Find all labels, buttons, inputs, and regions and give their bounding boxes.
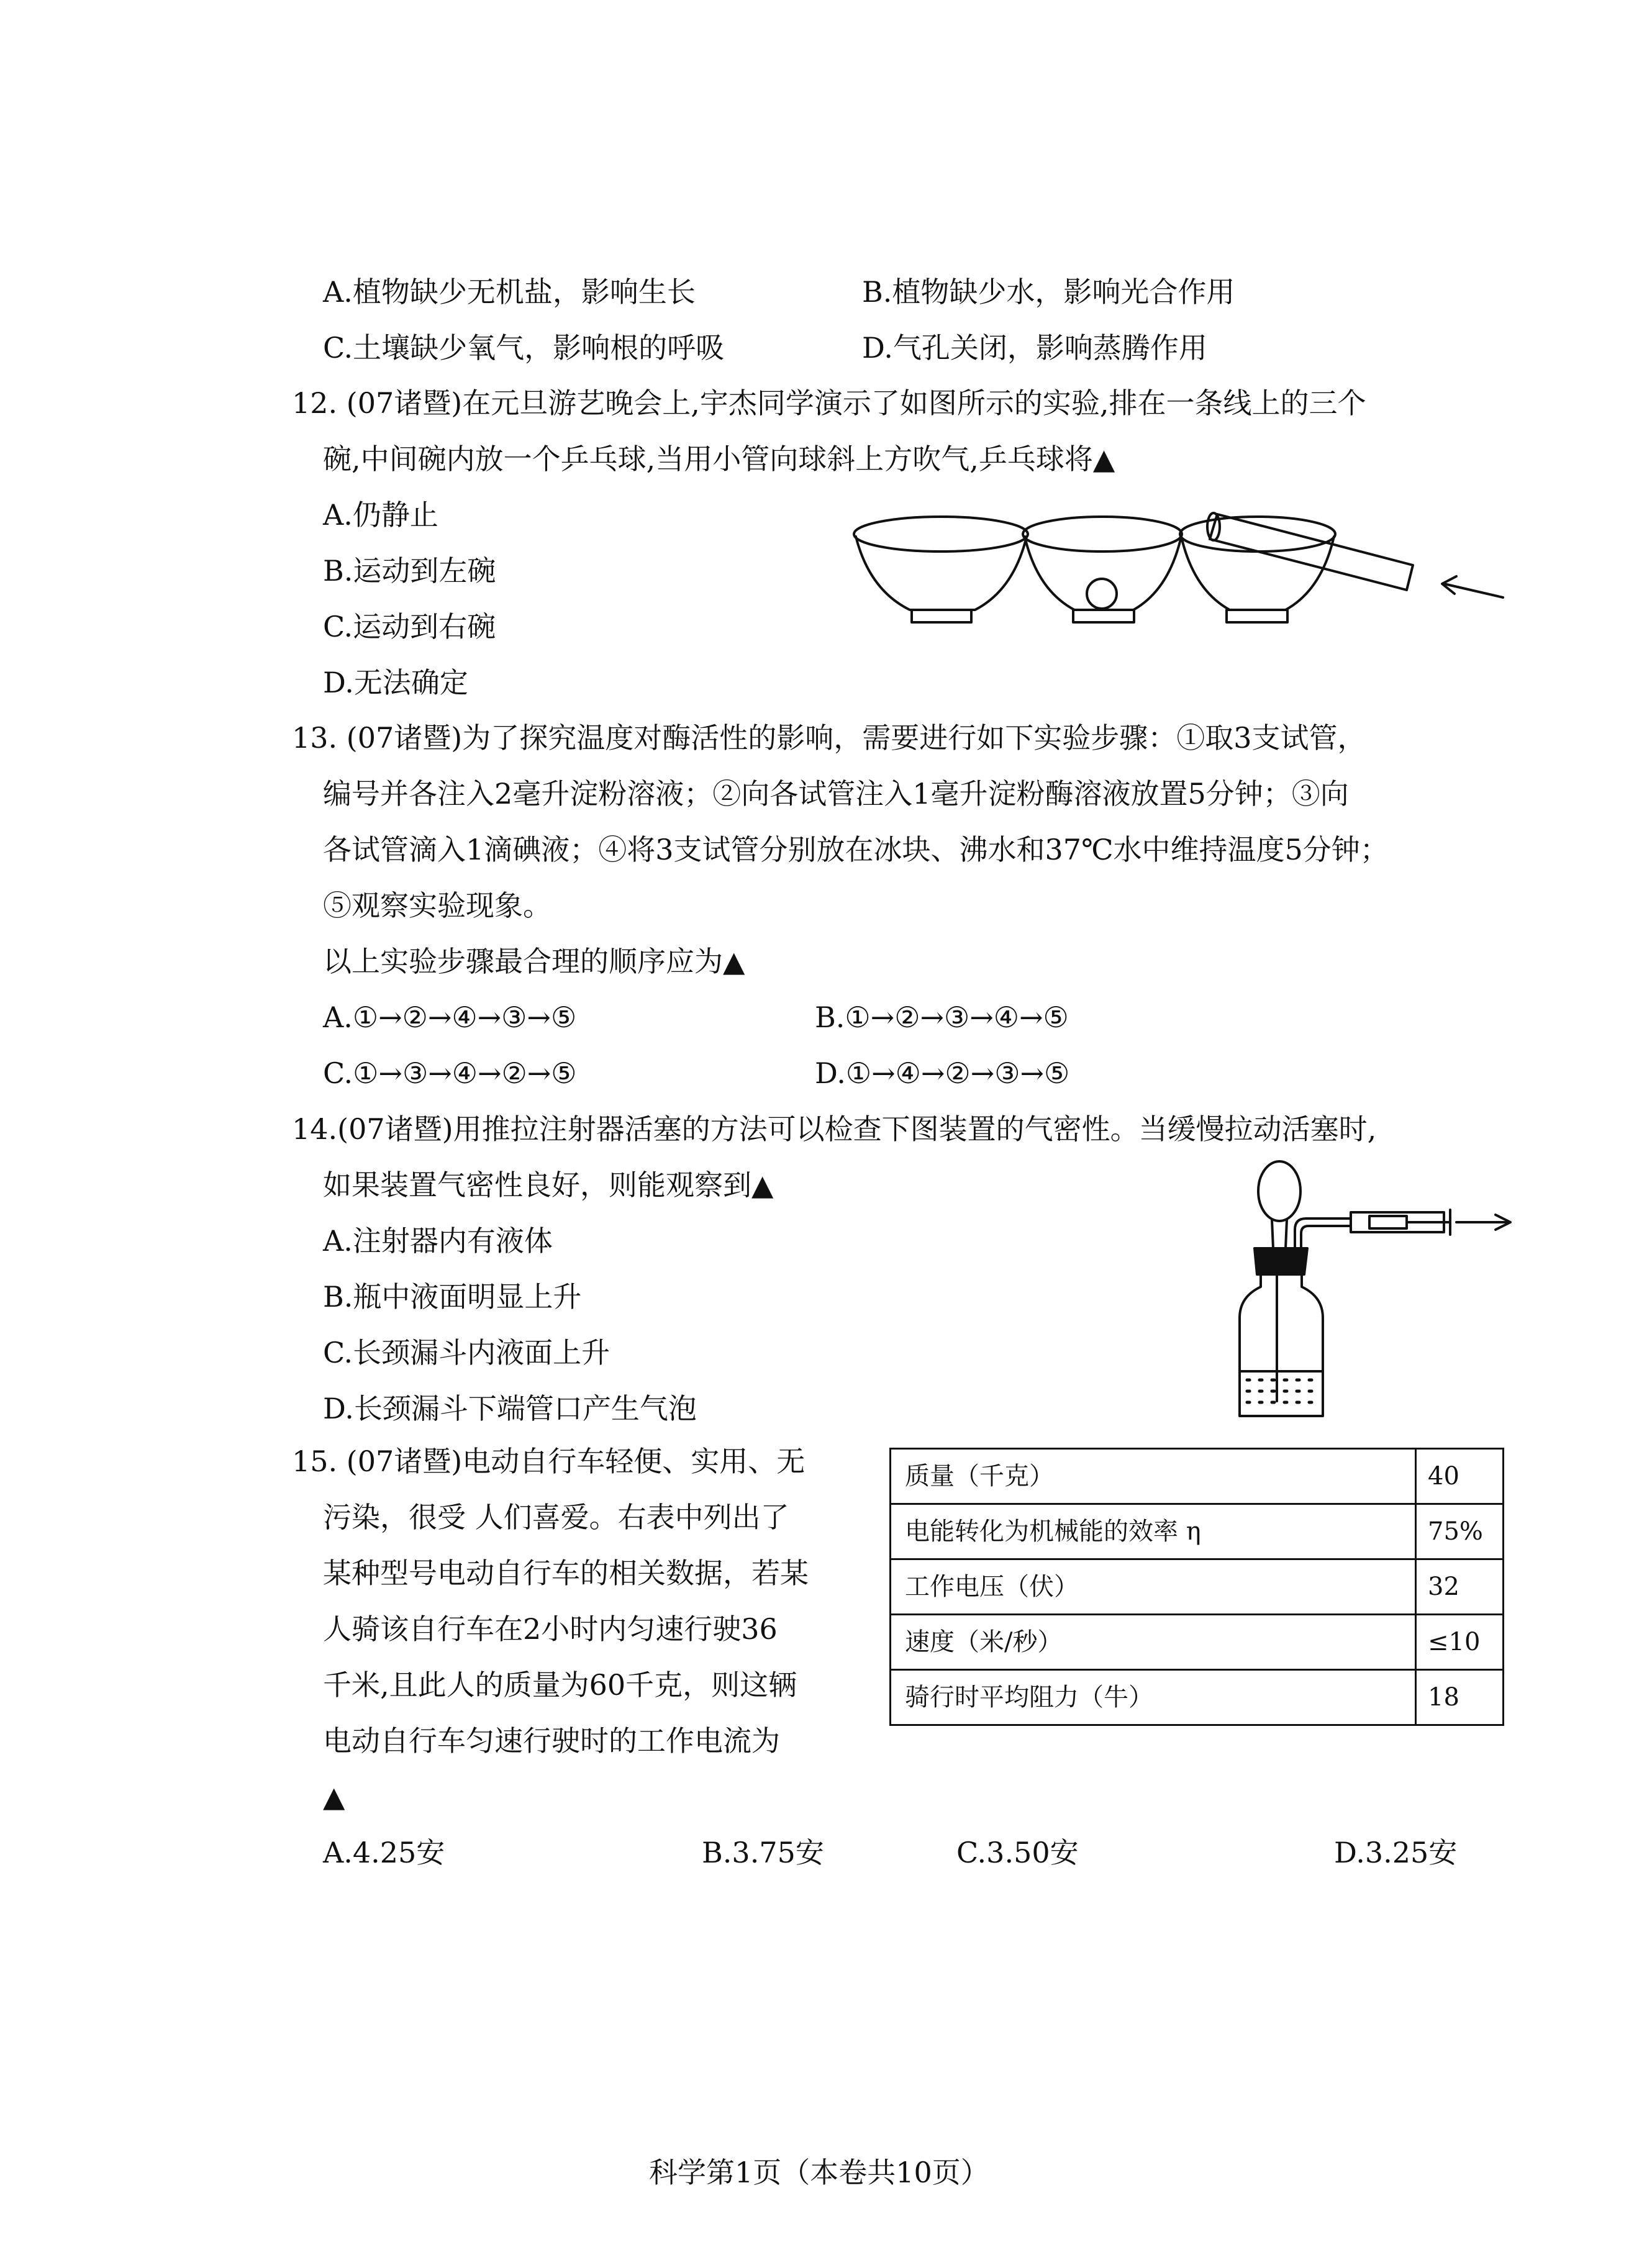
q15-option-d: D.3.25安 <box>1334 1836 1458 1869</box>
airtightness-apparatus-figure <box>1236 1155 1515 1428</box>
q12-option-c: C.运动到右碗 <box>323 610 496 643</box>
table-value: 18 <box>1416 1670 1504 1725</box>
q15-stem-line-3: 某种型号电动自行车的相关数据，若某 <box>323 1556 809 1590</box>
q11-option-a: A.植物缺少无机盐，影响生长 <box>323 275 696 309</box>
table-row <box>891 1504 1504 1559</box>
q14-option-a: A.注射器内有液体 <box>323 1224 553 1258</box>
left-bowl-rim <box>854 517 1028 551</box>
page-footer: 科学第1页（本卷共10页） <box>649 2156 989 2189</box>
q12-stem-line-1: 12. (07诸暨)在元旦游艺晚会上,宇杰同学演示了如图所示的实验,排在一条线上的三个 <box>292 386 1366 420</box>
ebike-data-table <box>889 1448 1504 1726</box>
q12-option-b: B.运动到左碗 <box>323 554 496 588</box>
delivery-tube <box>1295 1218 1351 1248</box>
table-row <box>891 1670 1504 1725</box>
liquid-dots <box>1247 1380 1312 1402</box>
q13-stem-line-4: ⑤观察实验现象。 <box>323 889 551 922</box>
q15-option-a: A.4.25安 <box>323 1836 445 1869</box>
q15-stem-line-7: ▲ <box>323 1780 345 1813</box>
table-value: 40 <box>1416 1449 1504 1504</box>
q14-option-c: C.长颈漏斗内液面上升 <box>323 1336 610 1369</box>
funnel-neck-right <box>1286 1220 1287 1248</box>
q15-option-b: B.3.75安 <box>702 1836 824 1869</box>
q15-stem-line-5: 千米,且此人的质量为60千克，则这辆 <box>323 1668 797 1702</box>
middle-bowl-foot <box>1073 610 1134 622</box>
q15-stem-line-2: 污染，很受 人们喜爱。右表中列出了 <box>323 1500 789 1534</box>
table-row <box>891 1449 1504 1504</box>
left-bowl-foot <box>912 610 971 622</box>
bottle-stopper <box>1255 1248 1307 1274</box>
right-bowl-rim <box>1180 517 1335 551</box>
q11-option-d: D.气孔关闭，影响蒸腾作用 <box>862 331 1207 365</box>
q13-question: 以上实验步骤最合理的顺序应为▲ <box>323 945 745 978</box>
q15-stem-line-4: 人骑该自行车在2小时内匀速行驶36 <box>323 1612 778 1646</box>
blow-direction-arrow <box>1444 584 1503 597</box>
q13-option-b: B.①→②→③→④→⑤ <box>815 1001 1069 1034</box>
q13-stem-line-1: 13. (07诸暨)为了探究温度对酶活性的影响，需要进行如下实验步骤：①取3支试管， <box>292 721 1366 755</box>
q14-stem-line-2: 如果装置气密性良好，则能观察到▲ <box>323 1168 774 1202</box>
ping-pong-ball <box>1087 579 1117 609</box>
table-label: 工作电压（伏） <box>891 1559 1416 1615</box>
q13-stem-line-3: 各试管滴入1滴碘液；④将3支试管分别放在冰块、沸水和37℃水中维持温度5分钟； <box>323 833 1389 866</box>
q13-option-d: D.①→④→②→③→⑤ <box>815 1056 1070 1090</box>
q13-stem-line-2: 编号并各注入2毫升淀粉溶液；②向各试管注入1毫升淀粉酶溶液放置5分钟；③向 <box>323 777 1349 810</box>
funnel-neck-left <box>1272 1220 1273 1248</box>
table-row <box>891 1615 1504 1670</box>
bowls-figure <box>851 497 1515 640</box>
table-value: ≤10 <box>1416 1615 1504 1670</box>
q15-stem-line-1: 15. (07诸暨)电动自行车轻便、实用、无 <box>292 1445 806 1478</box>
table-value: 75% <box>1416 1504 1504 1559</box>
q11-option-c: C.土壤缺少氧气，影响根的呼吸 <box>323 331 725 365</box>
q15-option-c: C.3.50安 <box>956 1836 1079 1869</box>
table-value: 32 <box>1416 1559 1504 1615</box>
right-bowl-foot <box>1227 610 1287 622</box>
q11-option-b: B.植物缺少水，影响光合作用 <box>862 275 1235 309</box>
middle-bowl-rim <box>1023 517 1182 551</box>
syringe-plunger <box>1369 1216 1407 1228</box>
table-label: 电能转化为机械能的效率 η <box>891 1504 1416 1559</box>
q14-option-d: D.长颈漏斗下端管口产生气泡 <box>323 1392 697 1425</box>
q12-option-a: A.仍静止 <box>323 498 438 532</box>
q12-stem-line-2: 碗,中间碗内放一个乒乓球,当用小管向球斜上方吹气,乒乓球将▲ <box>323 442 1115 476</box>
q14-option-b: B.瓶中液面明显上升 <box>323 1280 582 1314</box>
q12-option-d: D.无法确定 <box>323 666 468 699</box>
table-row <box>891 1559 1504 1615</box>
funnel-bulb <box>1258 1161 1300 1221</box>
bottle-body <box>1240 1274 1323 1416</box>
table-label: 速度（米/秒） <box>891 1615 1416 1670</box>
delivery-tube-inner <box>1301 1226 1351 1248</box>
q13-option-c: C.①→③→④→②→⑤ <box>323 1056 577 1090</box>
q13-option-a: A.①→②→④→③→⑤ <box>323 1001 577 1034</box>
table-label: 质量（千克） <box>891 1449 1416 1504</box>
table-label: 骑行时平均阻力（牛） <box>891 1670 1416 1725</box>
q14-stem-line-1: 14.(07诸暨)用推拉注射器活塞的方法可以检查下图装置的气密性。当缓慢拉动活塞时, <box>292 1112 1377 1146</box>
q15-stem-line-6: 电动自行车匀速行驶时的工作电流为 <box>323 1724 780 1758</box>
